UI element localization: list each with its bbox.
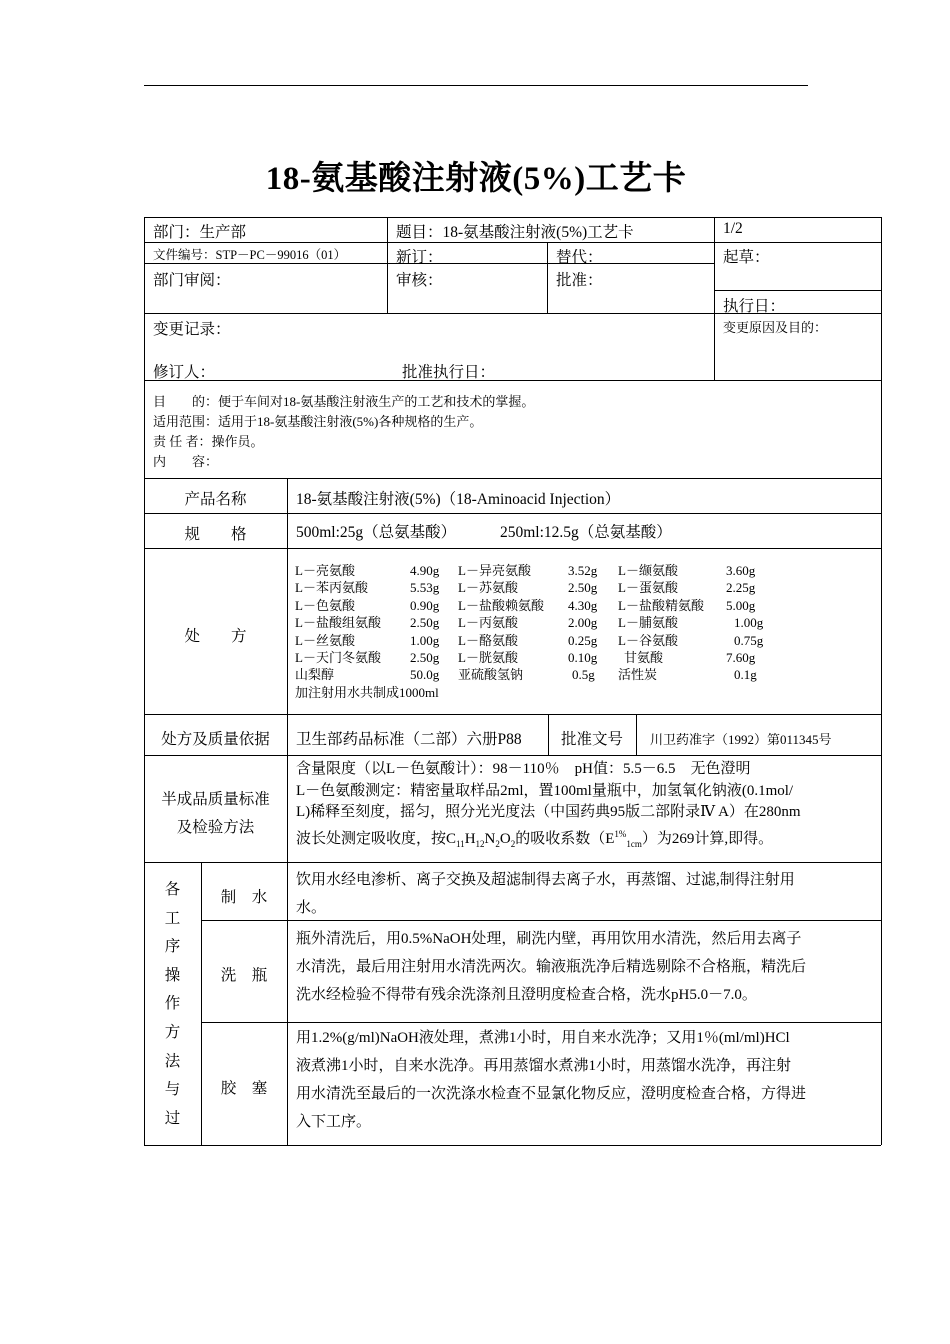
- semi-quality-text: 含量限度（以L－色氨酸计）：98－110％ pH值：5.5－6.5 无色澄明 L－色氨酸测定：精密量取样品2ml，置100ml量瓶中，加氢氧化钠液(0.1mol/ L)稀释至刻度，摇匀，照分光光度法（中国药典95版二部附录Ⅳ A）在280nm 波长处测定吸收度，按$C_{11}H_{12}N_2O_2$的吸收系数$(E^{1\%}_{1cm})$为269计算,即得。: [296, 761, 801, 849]
- product-name-label: 产品名称: [184, 491, 247, 508]
- document-title: 18-氨基酸注射液(5%)工艺卡: [265, 161, 687, 197]
- scope-text: 适用于18-氨基酸注射液(5%)各种规格的生产。: [218, 414, 483, 429]
- step-text-water: 饮用水经电渗析、离子交换及超滤制得去离子水，再蒸馏、过滤,制得注射用 水。: [296, 872, 795, 916]
- formula-row: L－色氨酸 0.90g L－盐酸赖氨酸 4.30g L－盐酸精氨酸 5.00g: [295, 597, 756, 613]
- formula-row: L－盐酸组氨酸 2.50g L－丙氨酸 2.00g L－脯氨酸 1.00g: [295, 615, 764, 631]
- draft-label: 起草：: [723, 249, 770, 266]
- step-name-water: 制 水: [220, 889, 268, 906]
- approval-number-label: 批准文号: [561, 731, 624, 748]
- basis-label: 处方及质量依据: [161, 731, 270, 748]
- approve-label: 批准：: [556, 272, 603, 289]
- purpose-label: 目 的：: [153, 394, 219, 409]
- top-rule: [144, 85, 808, 86]
- file-number: 文件编号：STP－PC－99016（01）: [153, 248, 347, 262]
- formula-row: L－苯丙氨酸 5.53g L－苏氨酸 2.50g L－蛋氨酸 2.25g: [295, 580, 756, 596]
- replace-label: 替代：: [556, 249, 603, 266]
- responsible-text: 操作员。: [211, 434, 264, 449]
- purpose-text: 便于车间对18-氨基酸注射液生产的工艺和技术的掌握。: [218, 394, 535, 409]
- formula-footer: 加注射用水共制成1000ml: [295, 684, 439, 700]
- process-side-label: 各 工 序 操 作 方 法 与 过: [164, 881, 181, 1127]
- approve-exec-date-label: 批准执行日：: [402, 364, 496, 381]
- purpose-block: [153, 392, 534, 472]
- content-label: 内 容：: [153, 454, 219, 469]
- new-revision-label: 新订：: [396, 249, 443, 266]
- dept-review-label: 部门审阅：: [153, 272, 231, 289]
- formula-list: [295, 562, 784, 701]
- audit-label: 审核：: [396, 272, 443, 289]
- department-label: 部门：生产部: [153, 224, 247, 241]
- approval-number-value: 川卫药准字（1992）第011345号: [650, 732, 832, 747]
- product-name-value: 18-氨基酸注射液(5%)（18-Aminoacid Injection）: [296, 491, 621, 508]
- basis-value: 卫生部药品标准（二部）六册P88: [296, 731, 522, 748]
- subject-label: 题目：18-氨基酸注射液(5%)工艺卡: [396, 224, 634, 241]
- spec-label: 规 格: [184, 526, 247, 543]
- spec-value-250: 250ml:12.5g（总氨基酸）: [500, 524, 672, 541]
- semi-quality-label: 半成品质量标准 及检验方法: [161, 791, 270, 836]
- responsible-label: 责 任 者：: [153, 434, 212, 449]
- formula-row: L－天门冬氨酸 2.50g L－胱氨酸 0.10g 甘氨酸 7.60g: [295, 650, 756, 666]
- formula-row: L－亮氨酸 4.90g L－异亮氨酸 3.52g L－缬氨酸 3.60g: [295, 563, 756, 578]
- step-name-stopper: 胶 塞: [220, 1080, 268, 1097]
- exec-date-label: 执行日：: [723, 298, 786, 315]
- change-reason-label: 变更原因及目的：: [723, 320, 828, 335]
- step-name-bottle: 洗 瓶: [220, 967, 268, 984]
- scope-label: 适用范围：: [153, 414, 219, 429]
- step-text-bottle: 瓶外清洗后，用0.5%NaOH处理，刷洗内壁，再用饮用水清洗，然后用去离子 水清洗，最后用注射用水清洗两次。输液瓶洗净后精选剔除不合格瓶，精洗后 洗水经检验不得带有残余洗涤剂且澄明度检查合格，洗水pH5.0－7.0。: [296, 931, 807, 1003]
- page-number: 1/2: [723, 220, 743, 237]
- reviser-label: 修订人：: [153, 364, 216, 381]
- step-text-stopper: 用1.2%(g/ml)NaOH液处理，煮沸1小时，用自来水洗净；又用1％(ml/ml)HCl 液煮沸1小时，自来水洗净。再用蒸馏水煮沸1小时，用蒸馏水洗净，再注射 用水清洗至最后的一次洗涤水检查不显氯化物反应，澄明度检查合格，方得进 入下工序。: [296, 1030, 807, 1130]
- spec-value-500: 500ml:25g（总氨基酸）: [296, 524, 457, 541]
- change-record-label: 变更记录：: [153, 321, 231, 338]
- formula-row: 山梨醇 50.0g 亚硫酸氢钠 0.5g 活性炭 0.1g: [295, 667, 757, 683]
- formula-label: 处 方: [184, 628, 247, 645]
- formula-row: L－丝氨酸 1.00g L－酪氨酸 0.25g L－谷氨酸 0.75g: [295, 632, 764, 648]
